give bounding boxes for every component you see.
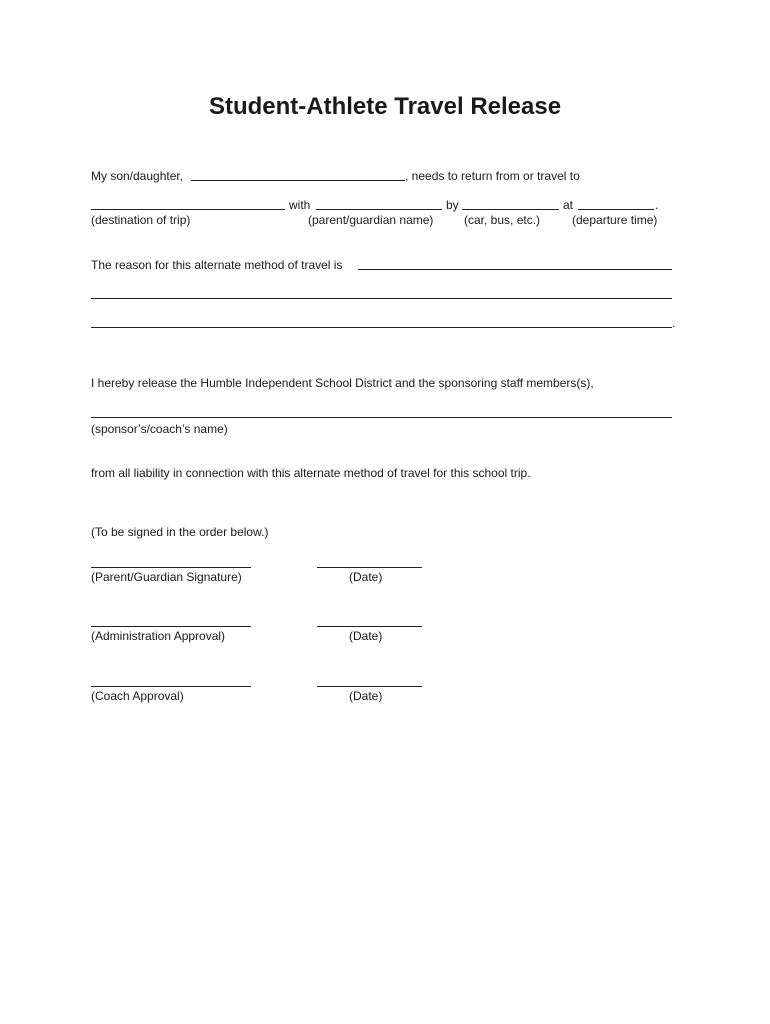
reason-field-2[interactable] <box>91 298 672 299</box>
caption-sponsor: (sponsor’s/coach’s name) <box>91 422 228 436</box>
admin-approval-line[interactable] <box>91 626 251 627</box>
parent-signature-line[interactable] <box>91 567 251 568</box>
caption-vehicle: (car, bus, etc.) <box>464 213 541 227</box>
departure-time-field[interactable] <box>578 209 654 210</box>
reason-field-3[interactable] <box>91 327 672 328</box>
parent-date-label: (Date) <box>349 570 383 584</box>
reason-period: . <box>672 316 676 330</box>
liability-statement: from all liability in connection with this alternate method of travel for this school trip. <box>91 466 531 480</box>
page-title: Student-Athlete Travel Release <box>208 93 562 120</box>
caption-destination: (destination of trip) <box>91 213 191 227</box>
sponsor-name-field[interactable] <box>91 417 672 418</box>
caption-time: (departure time) <box>572 213 658 227</box>
reason-field-1[interactable] <box>358 269 672 270</box>
destination-field[interactable] <box>91 209 285 210</box>
with-label: with <box>289 198 311 212</box>
coach-approval-line[interactable] <box>91 686 251 687</box>
by-label: by <box>446 198 459 212</box>
release-statement: I hereby release the Humble Independent School District and the sponsoring staff members(s), <box>91 376 594 390</box>
student-name-field[interactable] <box>191 180 405 181</box>
period-mark: . <box>655 198 659 212</box>
coach-date-label: (Date) <box>349 689 383 703</box>
admin-date-label: (Date) <box>349 629 383 643</box>
parent-signature-label: (Parent/Guardian Signature) <box>91 570 242 584</box>
caption-parent: (parent/guardian name) <box>308 213 434 227</box>
intro-suffix: , needs to return from or travel to <box>405 169 580 183</box>
coach-date-line[interactable] <box>317 686 422 687</box>
vehicle-field[interactable] <box>462 209 559 210</box>
signing-instruction: (To be signed in the order below.) <box>91 525 269 539</box>
intro-prefix: My son/daughter, <box>91 169 184 183</box>
reason-label: The reason for this alternate method of travel is <box>91 258 343 272</box>
at-label: at <box>563 198 574 212</box>
coach-approval-label: (Coach Approval) <box>91 689 184 703</box>
admin-date-line[interactable] <box>317 626 422 627</box>
admin-approval-label: (Administration Approval) <box>91 629 226 643</box>
parent-date-line[interactable] <box>317 567 422 568</box>
parent-name-field[interactable] <box>316 209 442 210</box>
